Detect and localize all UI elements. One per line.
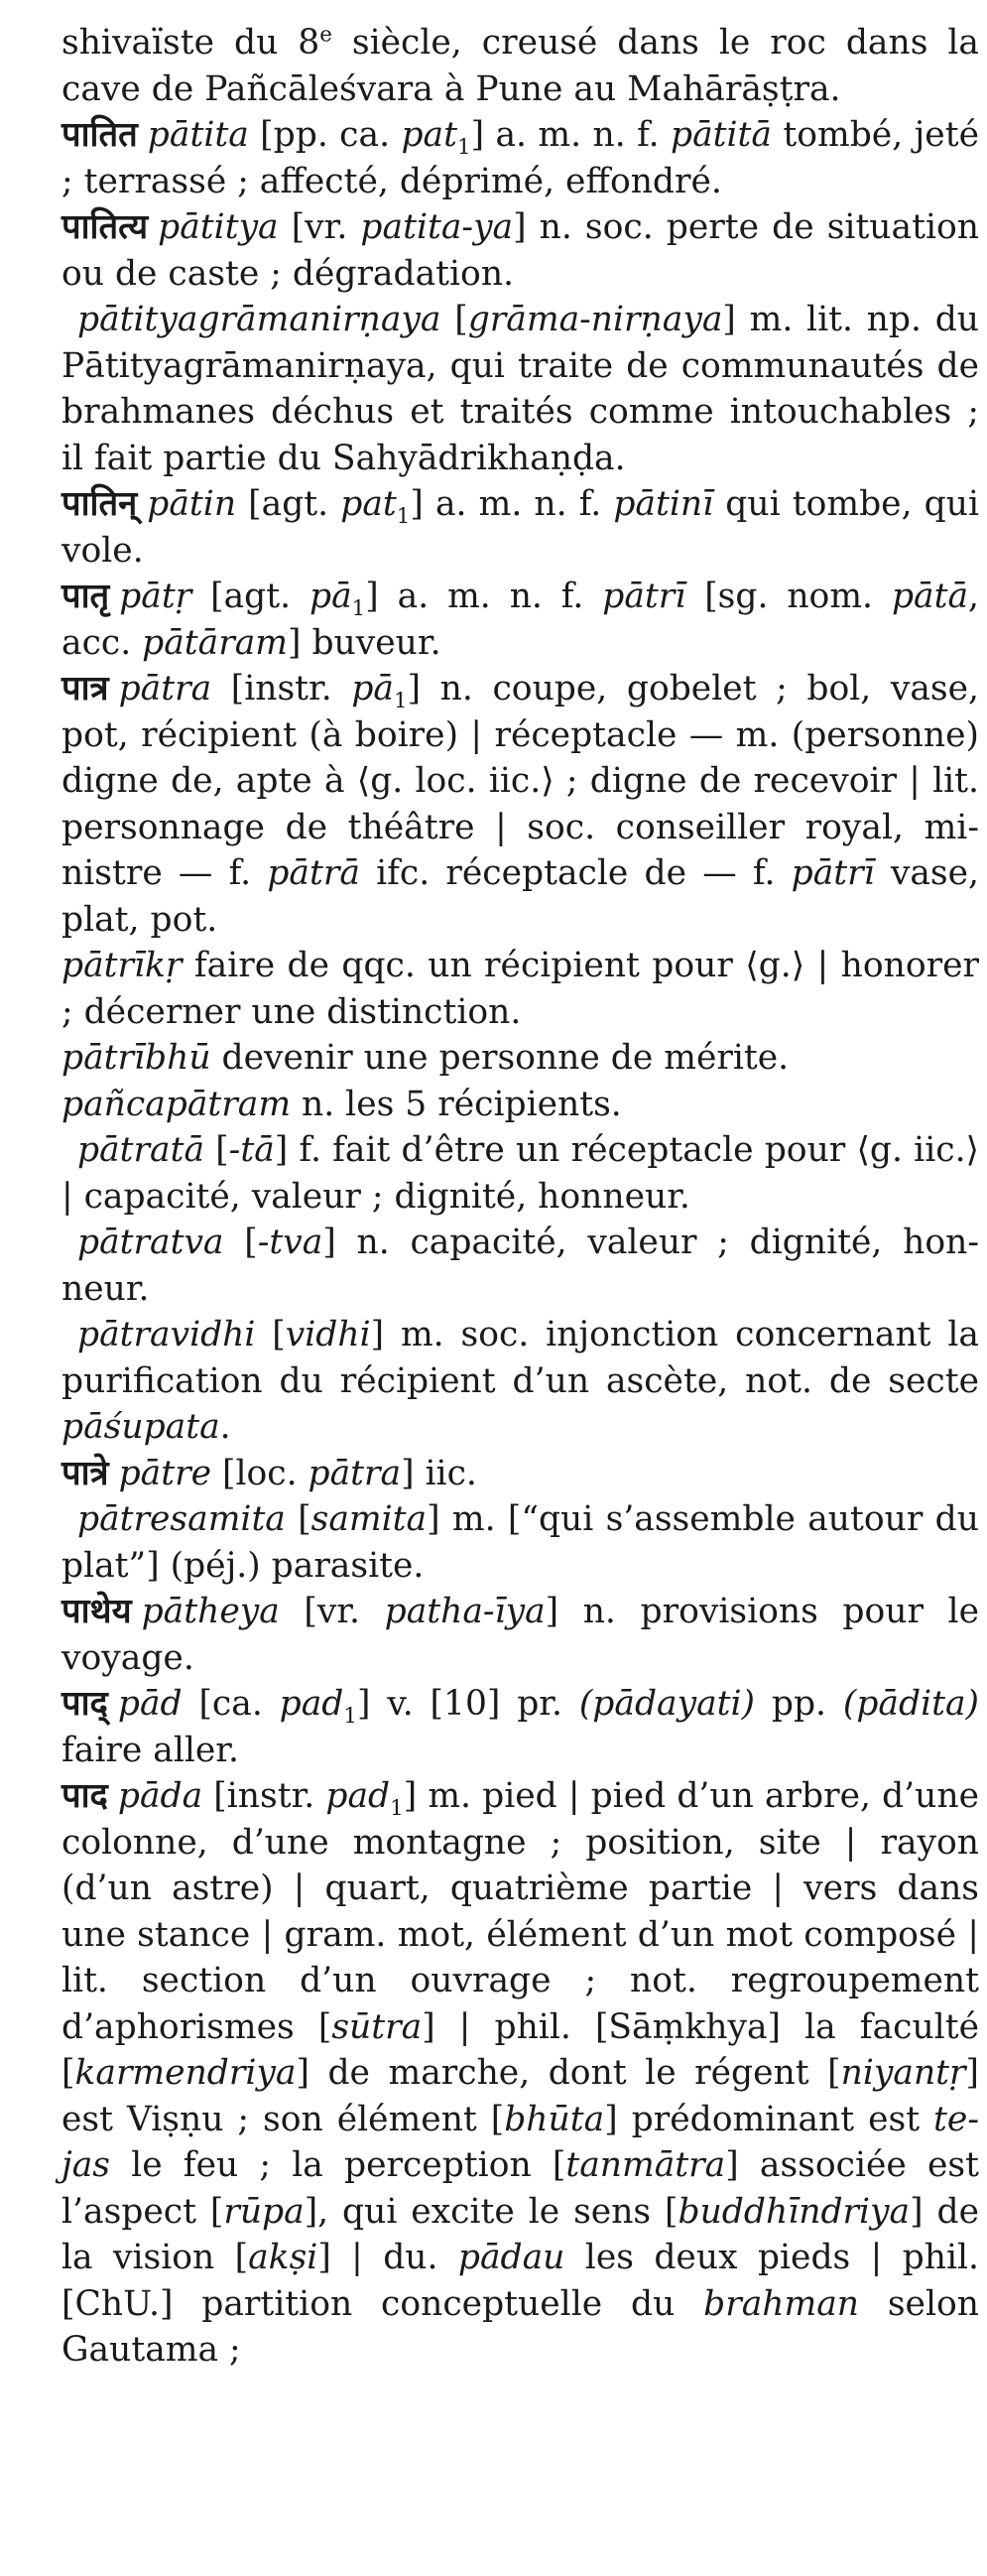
entry-patra: पात्र pātra [instr. $pā_1$] n. coupe, gobelet ; bol, vase, pot, récipient (à boire) | réceptacle — m. (personne) digne de, apte à ⟨g. loc. iic.⟩ ; digne de recevoir | lit. personnage de théâtre | soc. conseiller royal, ministre — f. pātrā ifc. réceptacle de — f. pātrī vase, plat, pot. xyxy=(62,669,980,940)
subentry-patityagramanirnaya: pātityagrāmanirṇaya [grāma-nirṇaya] m. lit. np. du Pātityagrāmanirṇaya, qui traite de communautés de brahmanes déchus et traités comme intouchables ; il fait partie du Sahyādrikhaṇḍa. xyxy=(62,300,979,478)
subentry-patribhu: pātrībhū devenir une personne de mérite. xyxy=(62,1038,790,1078)
entry-pad: पाद् pād [ca. pad$_1$] v. [10] pr. (pādayati) pp. (pādita) faire aller. xyxy=(62,1684,979,1770)
entry-patitya: पातित्य pātitya [vr. patita-ya] n. soc. perte de situation ou de caste ; dégradation. xyxy=(62,207,979,294)
subentry-pancapatram: pañcapātram n. les 5 récipients. xyxy=(62,1084,622,1124)
subentry-patresamita: pātresamita [samita] m. [“qui s’assemble autour du plat”] (péj.) parasite. xyxy=(62,1499,979,1586)
subentry-patratva: pātratva [-tva] n. capacité, valeur ; dignité, honneur. xyxy=(62,1223,979,1309)
entry-patin: पातिन् pātin [agt. pat$_1$] a. m. n. f. pātinī qui tombe, qui vole. xyxy=(62,484,979,571)
subentry-patravidhi: pātravidhi [vidhi] m. soc. injonction concernant la purification du récipient d’un ascète, not. de secte pāśupata. xyxy=(62,1315,980,1447)
subentry-patrikr: pātrīkṛ faire de qqc. un récipient pour ⟨g.⟩ | honorer ; décerner une distinction. xyxy=(62,946,979,1032)
entry-patheya: पाथेय pātheya [vr. patha-īya] n. provisions pour le voyage. xyxy=(62,1592,979,1678)
entry-pada: पाद pāda [instr. pad$_1$] m. pied | pied d’un arbre, d’une colonne, d’une montagne ; position, site | rayon (d’un astre) | quart, quatrième partie | vers dans une stance | gram. mot, élément d’un mot composé | lit. section d’un ouvrage ; not. regroupement d’aphorismes [sūtra] | phil. [Sāṃkhya] la faculté [karmendriya] de marche, dont le régent [niyantṛ] est Viṣṇu ; son élément [bhūta] prédominant est tejas le feu ; la perception [tanmātra] associée est l’aspect [rūpa], qui excite le sens [buddhīndriya] de la vision [akṣi] | du. pādau les deux pieds | phil. [ChU.] partition conceptuelle du brahman selon Gautama ; xyxy=(62,1776,979,2370)
entry-continuation: shivaïste du 8e siècle, creusé dans le roc dans la cave de Pañcāleśvara à Pune au Mahārāṣṭra. xyxy=(62,22,979,109)
entry-patita: पातित pātita [pp. ca. pat$_1$] a. m. n. f. pātitā tombé, jeté ; terrassé ; affecté, déprimé, effondré. xyxy=(62,115,979,201)
entry-patre: पात्रे pātre [loc. pātra] iic. xyxy=(62,1453,477,1493)
entry-patr: पातृ pātṛ [agt. $pā_1$] a. m. n. f. pātrī [sg. nom. pātā, acc. pātāram] buveur. xyxy=(62,577,979,663)
subentry-patrata: pātratā [-tā] f. fait d’être un réceptacle pour ⟨g. iic.⟩ | capacité, valeur ; dignité, honneur. xyxy=(62,1130,979,1217)
